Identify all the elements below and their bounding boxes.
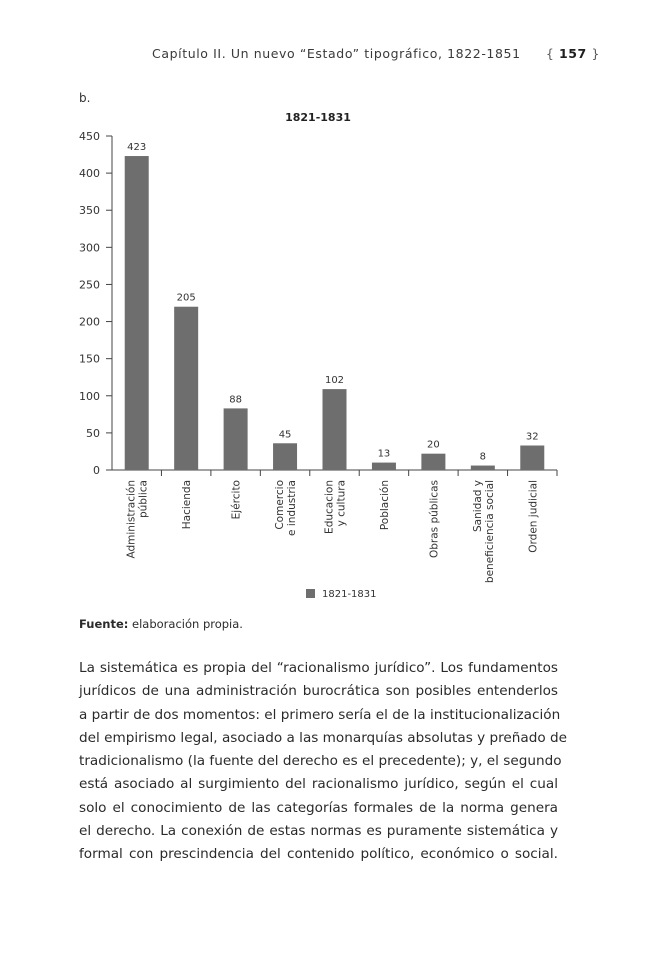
- bar: [323, 389, 347, 470]
- source-label: Fuente:: [79, 617, 129, 631]
- body-line: jurídicos de una administración burocrática son posibles entenderlos: [79, 683, 558, 700]
- category-label: [527, 480, 539, 553]
- body-line: a partir de dos momentos: el primero sería el de la institucionalización: [79, 706, 561, 723]
- y-tick-label: 250: [79, 278, 100, 292]
- category-label-line: e industria: [286, 480, 299, 536]
- y-tick-label: 100: [79, 389, 100, 403]
- category-label-line: Comercio: [274, 480, 287, 530]
- bar: [520, 446, 544, 470]
- body-paragraph: [79, 657, 567, 867]
- bar: [224, 408, 248, 470]
- category-label: [472, 480, 496, 583]
- category-label-line: y cultura: [335, 480, 348, 527]
- brace-close: }: [591, 46, 600, 61]
- category-label-line: Sanidad y: [471, 480, 484, 532]
- body-line: el derecho. La conexión de estas normas es puramente sistemática y: [79, 823, 558, 840]
- brace-open: {: [545, 46, 555, 61]
- category-label: [428, 480, 440, 558]
- y-tick-label: 450: [79, 130, 100, 143]
- category-label: [379, 480, 391, 530]
- body-line: está asociado al surgimiento del racionalismo jurídico, según el cual: [79, 776, 558, 793]
- category-label-line: Ejército: [230, 480, 243, 520]
- bar-value-label: 205: [176, 292, 196, 304]
- category-label-line: Orden judicial: [527, 480, 540, 553]
- category-label-line: beneficiencia social: [483, 480, 496, 584]
- bar-value-label: 102: [324, 375, 345, 387]
- body-line: La sistemática es propia del “racionalismo jurídico”. Los fundamentos: [79, 660, 558, 676]
- chart-legend: [306, 589, 377, 600]
- bar: [125, 156, 149, 470]
- category-label: [324, 480, 348, 534]
- category-label: [181, 480, 193, 529]
- category-label-line: Administración: [125, 480, 138, 559]
- chart-bars: [125, 156, 545, 470]
- body-line: tradicionalismo (la fuente del derecho es el precedente); y, el segundo: [79, 753, 562, 770]
- y-tick-label: 50: [86, 426, 100, 440]
- legend-swatch: [306, 589, 315, 598]
- bar: [421, 454, 445, 470]
- bar-value-label: 20: [427, 439, 440, 451]
- bar: [273, 443, 297, 470]
- bar: [372, 463, 396, 470]
- category-label: [231, 480, 243, 519]
- source-text: elaboración propia.: [128, 617, 243, 631]
- category-label-line: Población: [378, 480, 391, 531]
- bar-value-label: 32: [525, 431, 539, 443]
- bar-value-label: 13: [377, 448, 391, 460]
- bar-value-label: 423: [127, 142, 147, 154]
- body-line: formal con prescindencia del contenido político, económico o social.: [79, 846, 558, 863]
- body-line: solo el conocimiento de las categorías formales de la norma genera: [79, 799, 558, 816]
- category-labels: [126, 480, 540, 583]
- y-tick-label: 0: [93, 464, 100, 477]
- bar-value-label: 45: [278, 429, 292, 441]
- category-label-line: Hacienda: [181, 480, 194, 530]
- legend-label: 1821-1831: [322, 589, 377, 600]
- running-title: Capítulo II. Un nuevo “Estado” tipográfico, 1822-1851: [152, 46, 521, 61]
- bar-value-label: 88: [229, 394, 242, 406]
- category-label: [126, 480, 150, 559]
- y-axis-ticks: [79, 130, 112, 477]
- bar: [174, 307, 198, 470]
- bar: [471, 466, 495, 470]
- category-label-line: Obras públicas: [428, 480, 441, 558]
- y-tick-label: 350: [79, 204, 100, 218]
- page-number: 157: [558, 46, 587, 61]
- y-tick-label: 150: [79, 352, 100, 366]
- category-label: [274, 480, 298, 536]
- category-label-line: Educacion: [323, 480, 336, 534]
- figure-label: b.: [79, 91, 91, 105]
- y-tick-label: 200: [79, 315, 100, 329]
- bar-value-label: 8: [479, 451, 487, 463]
- figure-source: [79, 617, 243, 631]
- y-tick-label: 400: [79, 167, 100, 181]
- y-tick-label: 300: [79, 241, 100, 255]
- body-line: del empirismo legal, asociado a las monarquías absolutas y preñado de: [79, 729, 567, 746]
- category-label-line: pública: [137, 480, 150, 519]
- chart-title: 1821-1831: [285, 111, 351, 124]
